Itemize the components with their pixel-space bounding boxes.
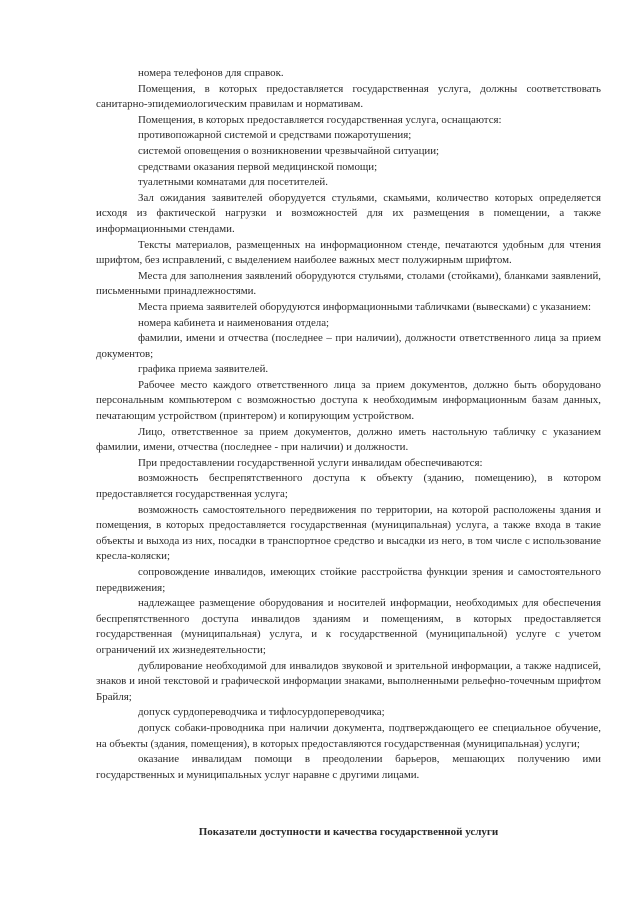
list-item-warning-system: системой оповещения о возникновении чрезвычайной ситуации;: [138, 144, 440, 157]
paragraph-desk-nameplate: Лицо, ответственное за прием документов, должно иметь настольную табличку с указанием фамилии, имени, отчества (последнее - при наличии) и должности.: [96, 425, 601, 454]
paragraph-reception-places: Места приема заявителей оборудуются информационными табличками (вывесками) с указанием:: [138, 300, 592, 313]
paragraph-waiting-hall: Зал ожидания заявителей оборудуется стульями, скамьями, количество которых определяется исходя из фактической нагрузки и возможностей для их размещения в помещении, а также информационными стендами.: [96, 191, 601, 235]
paragraph-premises-equipment: Помещения, в которых предоставляется государственная услуга, оснащаются:: [138, 113, 502, 126]
list-item-escort: сопровождение инвалидов, имеющих стойкие расстройства функции зрения и самостоятельного передвижения;: [96, 566, 601, 594]
list-item-information-duplication: дублирование необходимой для инвалидов звуковой и зрительной информации, а также надписей, знаков и иной текстовой и графической информации знаками, выполненными рельефно-точечным шрифтом Брайля;: [96, 659, 601, 703]
section-heading: Показатели доступности и качества государственной услуги: [198, 826, 499, 838]
list-item-sign-interpreter: допуск сурдопереводчика и тифлосурдопереводчика;: [138, 706, 385, 719]
list-item-restrooms: туалетными комнатами для посетителей.: [138, 176, 328, 189]
list-item-barrier-assistance: оказание инвалидам помощи в преодолении барьеров, мешающих получению ими государственных и муниципальных услуг наравне с другими лицами.: [96, 753, 601, 781]
paragraph-workplace: Рабочее место каждого ответственного лица за прием документов, должно быть оборудовано персональным компьютером с возможностью доступа к необходимым информационным базам данных, печатающим устройством (принтером) и копирующим устройством.: [96, 378, 601, 423]
paragraph-phone-numbers: номера телефонов для справок.: [138, 67, 284, 79]
list-item-guide-dog: допуск собаки-проводника при наличии документа, подтверждающего ее специальное обучение, на объекты (здания, помещения), в которых предоставляются государственная (муниципальная) услуги;: [96, 721, 601, 750]
list-item-reception-schedule: графика приема заявителей.: [138, 363, 269, 376]
paragraph-stand-texts: Тексты материалов, размещенных на информационном стенде, печатаются удобным для чтения шрифтом, без исправлений, с выделением наиболее важных мест полужирным шрифтом.: [96, 238, 601, 267]
list-item-equipment-placement: надлежащее размещение оборудования и носителей информации, необходимых для обеспечения беспрепятственного доступа инвалидов зданиям и помещениям, в которых предоставляется государственная (муниципальная) услуга, и к государственной (муниципальной) услуге с учетом ограничений их жизнедеятельности;: [96, 597, 601, 656]
paragraph-disability-provisions: При предоставлении государственной услуги инвалидам обеспечиваются:: [138, 456, 483, 469]
list-item-responsible-person: фамилии, имени и отчества (последнее – при наличии), должности ответственного лица за прием документов;: [96, 332, 601, 360]
list-item-first-aid: средствами оказания первой медицинской помощи;: [138, 160, 378, 173]
paragraph-application-places: Места для заполнения заявлений оборудуются стульями, столами (стойками), бланками заявлений, письменными принадлежностями.: [96, 269, 601, 298]
list-item-office-number: номера кабинета и наименования отдела;: [138, 316, 330, 329]
list-item-fire-system: противопожарной системой и средствами пожаротушения;: [138, 129, 412, 142]
list-item-independent-movement: возможность самостоятельного передвижения по территории, на которой расположены здания и помещения, в которых предоставляется государственная (муниципальная) услуга, а также входа в такие объекты и выхода из них, посадки в транспортное средство и высадки из него, в том числе с использование кресла-коляски;: [96, 503, 601, 563]
document-body: [96, 66, 601, 783]
paragraph-premises-requirements: Помещения, в которых предоставляется государственная услуга, должны соответствовать санитарно-эпидемиологическим правилам и нормативам.: [96, 82, 601, 111]
list-item-unobstructed-access: возможность беспрепятственного доступа к объекту (зданию, помещению), в котором предоставляется государственная услуга;: [96, 472, 601, 501]
